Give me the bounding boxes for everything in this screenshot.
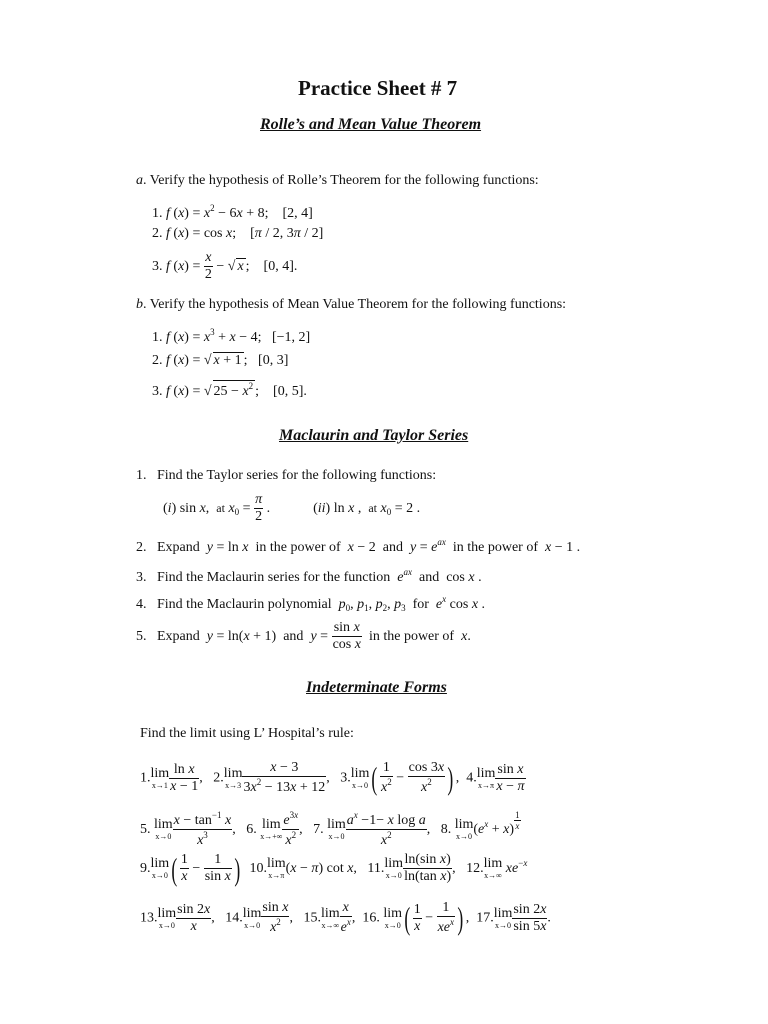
taylor-item-1-parts: (i) sin x, at $x_0$ = $\frac{\pi}{2}$ . (ii) ln x , at $x_0 = 2$ . — [163, 492, 421, 525]
q3-text: Find the Maclaurin series for the function — [157, 570, 391, 585]
q5-suffix: in the power of — [368, 628, 455, 644]
q4-for: for — [412, 597, 429, 612]
mvt-item-2: 2. f (x) = √ x + 1 ; [0, 3] — [152, 353, 289, 368]
rolle-item-3: 3. f (x) = $\frac{x}{2}$ − √ x ; [0, 4]. — [152, 250, 298, 283]
rolle-item-2: 2. f (x) = cos x; [π / 2, 3π / 2] — [152, 226, 324, 241]
limit-intro: Find the limit using L’ Hospital’s rule: — [140, 726, 354, 741]
q2-mid2: in the power of — [452, 540, 538, 555]
taylor-q1-text: Find the Taylor series for the following functions: — [157, 468, 437, 483]
taylor-item-4: 4. Find the Maclaurin polynomial $p_0$, $p_1$, $p_2$, $p_3$ for $e^x$ cos x . — [136, 594, 486, 613]
limit-row-4: 13.lim x→0 $\frac{\sin 2x}{x}$ , 14.lim x→0 $\frac{\text{sin x}}{x^2}$ , 15.lim x→∞ $\frac{x}{e^x}$ , 16. lim x→0 ( $\frac{1}{x}$ − $\frac{1}{xe^x}$ ) , 17.lim x→0 $\frac{\sin 2x}{\sin 5x}$ . — [140, 900, 551, 937]
taylor-item-1: 1. Find the Taylor series for the following functions: — [136, 468, 437, 483]
part-a-text: . Verify the hypothesis of Rolle’s Theorem for the following functions: — [143, 173, 539, 188]
q2-prefix: Expand — [157, 540, 200, 555]
at-label: at — [216, 500, 225, 515]
section-heading-taylor: Maclaurin and Taylor Series — [279, 427, 469, 444]
part-b-text: . Verify the hypothesis of Mean Value Theorem for the following functions: — [143, 297, 567, 312]
part-a-label: a — [136, 173, 143, 188]
section-heading-rolle: Rolle’s and Mean Value Theorem — [260, 116, 482, 133]
rolle-item-1: 1. f $(x) = x^2 - 6x + 8$; [2, 4] — [152, 203, 313, 221]
mvt-item-3: 3. f (x) = √ $25 - x^2$ ; [0, 5]. — [152, 381, 307, 399]
part-b-instruction — [136, 297, 566, 313]
q3-and: and — [419, 570, 440, 585]
part-b-label: b — [136, 297, 143, 312]
q5-and: and — [283, 628, 304, 644]
q2-and: and — [382, 540, 403, 555]
at-label-2: at — [368, 500, 377, 515]
limit-row-2: 5. lim x→0 $\frac{x - \tan^{-1} x}{x^3}$ , 6. lim x→+∞ $\frac{e^{3x}}{x^2}$ , 7. lim x→0 $\frac{a^x -1- x \log a}{x^2}$ , 8. lim x→0 $(e^x + x)$ $^{\frac{1}{x}}$ — [140, 810, 520, 849]
q4-text: Find the Maclaurin polynomial — [157, 597, 332, 612]
q2-mid1: in the power of — [255, 540, 341, 555]
mvt-item-1: 1. f $(x) = x^3 + x - 4$; [−1, 2] — [152, 327, 311, 345]
page-title: Practice Sheet # 7 — [298, 76, 458, 100]
taylor-item-3: 3. Find the Maclaurin series for the function $e^{ax}$ and cos x . — [136, 567, 482, 585]
section-heading-indeterminate: Indeterminate Forms — [306, 679, 447, 696]
taylor-item-5: 5. Expand y = ln(x + 1) and y = $\frac{\text{sin x}}{\text{cos x}}$ in the power of x. — [136, 620, 471, 653]
taylor-item-2: 2. Expand y = ln x in the power of x − 2 and $y = e^{ax}$ in the power of x − 1 . — [136, 537, 581, 555]
limit-row-3: 9.lim x→0 ( $\frac{1}{x}$ − $\frac{1}{\text{sin x}}$ ) 10.lim x→π (x − π) cot x, 11.lim x→0 $\frac{\text{ln(sin x)}}{\text{ln(tan x)}}$ , 12.lim x→∞ $xe^{-x}$ — [140, 850, 528, 887]
q5-prefix: Expand — [157, 628, 200, 644]
part-a-instruction — [136, 173, 539, 189]
limit-row-1: 1.lim x→1 $\frac{\text{ln x}}{x - 1}$ , 2.lim x→3 $\frac{x - 3}{3x^2 - 13x + 12}$ , 3.lim x→0 ( $\frac{1}{x^2}$ − $\frac{\cos 3x}{x^2}$ ) , 4.lim x→π $\frac{\text{sin x}}{x - \pi}$ — [140, 760, 525, 797]
